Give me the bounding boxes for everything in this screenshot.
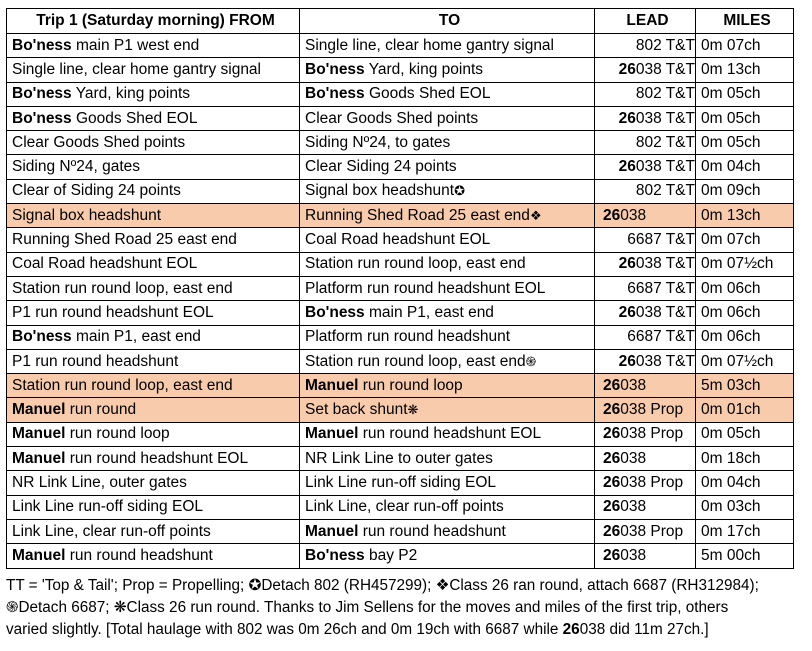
from-cell [7, 374, 300, 398]
to-location: Running Shed Road 25 east end [305, 206, 530, 224]
lead-cell [595, 495, 696, 519]
lead-locomotive: 6687 T&T [627, 231, 695, 249]
miles-value: 0m 17ch [701, 522, 761, 540]
to-location: Clear Goods Shed points [305, 109, 479, 127]
from-cell [7, 447, 300, 471]
to-cell [300, 398, 595, 422]
from-cell [7, 204, 300, 228]
from-place-name: Manuel [12, 449, 66, 467]
table-row [7, 398, 794, 422]
lead-cell [595, 349, 696, 373]
to-place-name: Manuel [305, 425, 359, 443]
lead-locomotive: 038 Prop [620, 401, 684, 419]
from-column-header: Trip 1 (Saturday morning) FROM [7, 9, 300, 34]
from-location: Clear Goods Shed points [12, 133, 186, 151]
miles-value: 0m 07½ch [701, 352, 774, 370]
to-location: Single line, clear home gantry signal [305, 36, 554, 54]
miles-value: 0m 04ch [701, 158, 761, 176]
miles-cell [696, 349, 794, 373]
from-cell [7, 252, 300, 276]
lead-locomotive: 038 Prop [620, 522, 684, 540]
to-cell [300, 106, 595, 130]
table-row [7, 374, 794, 398]
footnote-text: varied slightly. [Total haulage with 802 was 0m 26ch and 0m 19ch with 6687 while [6, 621, 563, 638]
lead-locomotive: 038 T&T [635, 352, 695, 370]
miles-cell [696, 398, 794, 422]
lead-class-number: 26 [603, 546, 621, 564]
lead-class-number: 26 [618, 352, 636, 370]
miles-value: 0m 06ch [701, 303, 761, 321]
lead-locomotive: 6687 T&T [627, 328, 695, 346]
miles-value: 0m 05ch [701, 133, 761, 151]
to-place-name: Manuel [305, 522, 359, 540]
footnote-text: 038 did 11m 27ch.] [579, 621, 709, 638]
to-location: Station run round loop, east end [305, 353, 526, 370]
from-cell [7, 276, 300, 300]
lead-cell [595, 544, 696, 568]
from-place-name: Manuel [12, 546, 66, 564]
to-cell [300, 252, 595, 276]
to-place-name: Bo'ness [305, 85, 365, 103]
from-cell [7, 325, 300, 349]
from-place-name: Bo'ness [12, 109, 72, 127]
lead-class-number: 26 [618, 255, 636, 273]
table-row [7, 349, 794, 373]
lead-cell [595, 204, 696, 228]
miles-cell [696, 58, 794, 82]
lead-cell [595, 374, 696, 398]
lead-locomotive: 802 T&T [635, 182, 695, 200]
to-location: Link Line, clear run-off points [305, 498, 504, 516]
from-location: Coal Road headshunt EOL [12, 255, 198, 273]
trip-table [6, 8, 794, 569]
footnote-line [6, 619, 806, 641]
from-location: main P1, east end [71, 328, 201, 346]
table-row [7, 422, 794, 446]
to-place-name: Manuel [305, 376, 359, 394]
miles-cell [696, 374, 794, 398]
lead-locomotive: 038 Prop [620, 425, 684, 443]
to-cell [300, 34, 595, 58]
table-row [7, 155, 794, 179]
to-cell [300, 58, 595, 82]
lead-class-number: 26 [618, 158, 636, 176]
from-place-name: Bo'ness [12, 85, 72, 103]
table-row [7, 34, 794, 58]
lead-cell [595, 155, 696, 179]
from-cell [7, 131, 300, 155]
to-location: run round headshunt [358, 522, 506, 540]
footnotes [6, 575, 806, 641]
from-location: Link Line, clear run-off points [12, 522, 211, 540]
miles-value: 0m 13ch [701, 60, 761, 78]
miles-value: 5m 03ch [701, 376, 761, 394]
miles-value: 0m 07ch [701, 231, 761, 249]
from-cell [7, 495, 300, 519]
lead-cell [595, 106, 696, 130]
miles-value: 0m 05ch [701, 425, 761, 443]
miles-cell [696, 519, 794, 543]
footnote-marker-icon: ✪ [454, 184, 465, 200]
miles-value: 0m 18ch [701, 449, 761, 467]
to-place-name: Bo'ness [305, 303, 365, 321]
miles-cell [696, 106, 794, 130]
from-location: main P1 west end [71, 36, 200, 54]
lead-locomotive: 802 T&T [635, 133, 695, 151]
to-location: Platform run round headshunt [305, 328, 511, 346]
lead-locomotive: 038 T&T [635, 303, 695, 321]
from-location: NR Link Line, outer gates [12, 473, 187, 491]
to-cell [300, 495, 595, 519]
miles-value: 0m 09ch [701, 182, 761, 200]
miles-cell [696, 228, 794, 252]
miles-value: 0m 01ch [701, 401, 761, 419]
from-location: run round headshunt [65, 546, 213, 564]
from-location: Clear of Siding 24 points [12, 182, 181, 200]
from-place-name: Bo'ness [12, 36, 72, 54]
to-cell [300, 325, 595, 349]
footnote-marker-icon: ❖ [529, 208, 542, 224]
from-cell [7, 398, 300, 422]
from-cell [7, 155, 300, 179]
miles-cell [696, 495, 794, 519]
lead-locomotive: 038 T&T [635, 255, 695, 273]
lead-class-number: 26 [603, 473, 621, 491]
from-location: run round loop [65, 425, 170, 443]
to-location: Clear Siding 24 points [305, 158, 457, 176]
table-row [7, 301, 794, 325]
from-cell [7, 58, 300, 82]
to-cell [300, 179, 595, 203]
miles-cell [696, 155, 794, 179]
to-location: Coal Road headshunt EOL [305, 231, 491, 249]
footnote-line: TT = 'Top & Tail'; Prop = Propelling; ✪Detach 802 (RH457299); ❖Class 26 ran round, attach 6687 (RH312984); [6, 577, 759, 594]
lead-class-number: 26 [603, 522, 621, 540]
from-location: Siding Nº24, gates [12, 158, 141, 176]
from-location: Goods Shed EOL [71, 109, 198, 127]
miles-value: 0m 04ch [701, 473, 761, 491]
miles-cell [696, 422, 794, 446]
lead-locomotive: 038 [620, 546, 647, 564]
from-place-name: Manuel [12, 425, 66, 443]
lead-cell [595, 301, 696, 325]
from-cell [7, 301, 300, 325]
miles-cell [696, 34, 794, 58]
from-cell [7, 422, 300, 446]
table-row [7, 228, 794, 252]
lead-cell [595, 58, 696, 82]
to-cell [300, 519, 595, 543]
miles-cell [696, 471, 794, 495]
miles-cell [696, 325, 794, 349]
from-location: Running Shed Road 25 east end [12, 231, 237, 249]
miles-value: 0m 06ch [701, 328, 761, 346]
table-row [7, 447, 794, 471]
to-place-name: Bo'ness [305, 546, 365, 564]
to-location: Platform run round headshunt EOL [305, 279, 546, 297]
from-cell [7, 106, 300, 130]
table-row [7, 544, 794, 568]
table-header-row [7, 9, 794, 34]
to-location: Signal box headshunt [305, 182, 455, 200]
miles-cell [696, 82, 794, 106]
lead-locomotive: 038 [620, 206, 647, 224]
from-location: P1 run round headshunt EOL [12, 303, 214, 321]
miles-cell [696, 131, 794, 155]
from-location: Station run round loop, east end [12, 279, 233, 297]
lead-class-number: 26 [603, 376, 621, 394]
to-location: Goods Shed EOL [364, 85, 491, 103]
to-place-name: Bo'ness [305, 60, 365, 78]
from-cell [7, 519, 300, 543]
lead-cell [595, 519, 696, 543]
from-location: P1 run round headshunt [12, 352, 179, 370]
to-cell [300, 422, 595, 446]
to-cell [300, 131, 595, 155]
to-cell [300, 276, 595, 300]
lead-cell [595, 179, 696, 203]
from-location: run round [65, 401, 137, 419]
footnote-marker-icon: ❋ [407, 403, 419, 419]
lead-class-number: 26 [603, 449, 621, 467]
lead-class-number: 26 [618, 60, 636, 78]
lead-locomotive: 038 T&T [635, 109, 695, 127]
to-cell [300, 374, 595, 398]
lead-class-number: 26 [603, 498, 621, 516]
miles-cell [696, 301, 794, 325]
lead-cell [595, 471, 696, 495]
from-location: Signal box headshunt [12, 206, 162, 224]
miles-value: 0m 07ch [701, 36, 761, 54]
lead-locomotive: 6687 T&T [627, 279, 695, 297]
footnote-bold-text: 26 [562, 621, 580, 638]
table-row [7, 179, 794, 203]
miles-value: 0m 05ch [701, 109, 761, 127]
from-place-name: Manuel [12, 401, 66, 419]
miles-cell [696, 252, 794, 276]
table-row [7, 471, 794, 495]
from-location: run round headshunt EOL [65, 449, 249, 467]
lead-cell [595, 325, 696, 349]
lead-class-number: 26 [618, 303, 636, 321]
lead-locomotive: 802 T&T [635, 85, 695, 103]
table-row [7, 495, 794, 519]
miles-value: 0m 06ch [701, 279, 761, 297]
from-location: Link Line run-off siding EOL [12, 498, 203, 516]
from-cell [7, 228, 300, 252]
lead-cell [595, 131, 696, 155]
to-location: bay P2 [364, 546, 418, 564]
to-cell [300, 471, 595, 495]
to-cell [300, 155, 595, 179]
table-row [7, 325, 794, 349]
lead-locomotive: 038 [620, 449, 647, 467]
to-cell [300, 204, 595, 228]
to-cell [300, 544, 595, 568]
from-place-name: Bo'ness [12, 328, 72, 346]
miles-value: 5m 00ch [701, 546, 761, 564]
lead-locomotive: 038 T&T [635, 60, 695, 78]
to-cell [300, 301, 595, 325]
table-row [7, 204, 794, 228]
lead-locomotive: 038 [620, 498, 647, 516]
to-cell [300, 82, 595, 106]
miles-value: 0m 05ch [701, 85, 761, 103]
from-cell [7, 471, 300, 495]
lead-cell [595, 276, 696, 300]
to-location: Yard, king points [364, 60, 484, 78]
to-location: NR Link Line to outer gates [305, 449, 493, 467]
table-row [7, 58, 794, 82]
miles-cell [696, 447, 794, 471]
from-cell [7, 34, 300, 58]
to-location: Station run round loop, east end [305, 255, 526, 273]
lead-cell [595, 447, 696, 471]
from-cell [7, 82, 300, 106]
lead-locomotive: 038 T&T [635, 158, 695, 176]
from-cell [7, 179, 300, 203]
miles-value: 0m 03ch [701, 498, 761, 516]
to-cell [300, 228, 595, 252]
miles-cell [696, 544, 794, 568]
table-row [7, 106, 794, 130]
from-cell [7, 349, 300, 373]
to-location: run round loop [358, 376, 463, 394]
miles-cell [696, 204, 794, 228]
to-column-header: TO [300, 9, 595, 34]
lead-class-number: 26 [603, 206, 621, 224]
to-location: Set back shunt [305, 401, 408, 419]
miles-value: 0m 13ch [701, 206, 761, 224]
lead-class-number: 26 [603, 425, 621, 443]
lead-cell [595, 398, 696, 422]
footnote-marker-icon: ֍ [525, 355, 537, 370]
table-row [7, 82, 794, 106]
to-cell [300, 349, 595, 373]
miles-column-header: MILES [696, 9, 794, 34]
lead-cell [595, 228, 696, 252]
to-location: run round headshunt EOL [358, 425, 542, 443]
from-location: Yard, king points [71, 85, 191, 103]
lead-column-header: LEAD [595, 9, 696, 34]
from-location: Station run round loop, east end [12, 376, 233, 394]
lead-locomotive: 038 Prop [620, 473, 684, 491]
lead-cell [595, 82, 696, 106]
footnote-line: ֍Detach 6687; ❋Class 26 run round. Thanks to Jim Sellens for the moves and miles of the first trip, others [6, 599, 729, 616]
lead-class-number: 26 [603, 401, 621, 419]
lead-cell [595, 252, 696, 276]
to-location: Link Line run-off siding EOL [305, 473, 496, 491]
table-row [7, 519, 794, 543]
table-row [7, 276, 794, 300]
miles-cell [696, 179, 794, 203]
table-row [7, 252, 794, 276]
lead-cell [595, 34, 696, 58]
lead-locomotive: 802 T&T [635, 36, 695, 54]
table-row [7, 131, 794, 155]
from-cell [7, 544, 300, 568]
to-location: main P1, east end [364, 303, 494, 321]
lead-cell [595, 422, 696, 446]
miles-value: 0m 07½ch [701, 255, 774, 273]
from-location: Single line, clear home gantry signal [12, 60, 261, 78]
to-cell [300, 447, 595, 471]
miles-cell [696, 276, 794, 300]
to-location: Siding Nº24, to gates [305, 133, 451, 151]
lead-locomotive: 038 [620, 376, 647, 394]
lead-class-number: 26 [618, 109, 636, 127]
